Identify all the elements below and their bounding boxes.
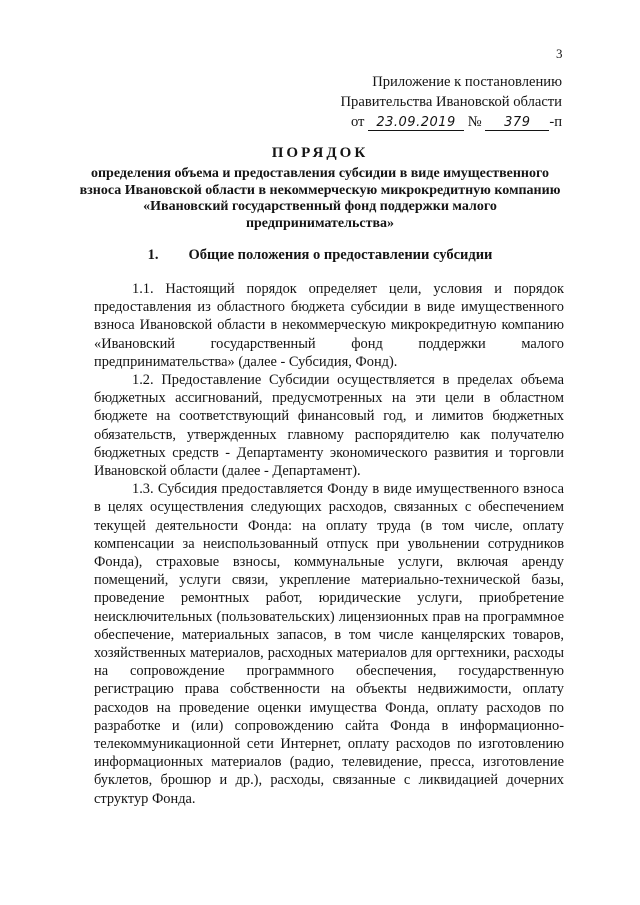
decree-date: 23.09.2019 (368, 116, 464, 131)
body-text (94, 280, 564, 808)
section-number: 1. (147, 247, 159, 263)
paragraph-1-2: 1.2. Предоставление Субсидии осуществляется в пределах объема бюджетных ассигнований, предусмотренных на эти цели в областном бюджете на соответствующий финансовый год, и лимитов бюджетных обязательств, утвержденных главному распорядителю как получателю бюджетных средств - Департаменту экономического развития и торговли Ивановской области (далее - Департамент). (94, 372, 564, 480)
appendix-date-number-line (341, 112, 562, 132)
from-label: от (350, 114, 365, 130)
decree-number: 379 (485, 116, 549, 131)
document-subtitle: определения объема и предоставления субсидии в виде имущественного взноса Ивановской области в некоммерческую микрокредитную компанию «Ивановский государственный фонд поддержки малого предпринимательства» (79, 166, 561, 231)
paragraph-1-3: 1.3. Субсидия предоставляется Фонду в виде имущественного взноса в целях осуществления следующих расходов, связанных с обеспечением текущей деятельности Фонда: на оплату труда (в том числе, оплату компенсации за неиспользованный отпуск при увольнении сотрудников Фонда), страховые взносы, коммунальные услуги, включая аренду помещений, услуги связи, укрепление материально-технической базы, проведение ремонтных работ, юридические услуги, приобретение неисключительных (пользовательских) лицензионных прав на программное обеспечение, материальных запасов, в том числе канцелярских товаров, хозяйственных материалов, расходных материалов для оргтехники, расходы на сопровождение программного обеспечения, государственную регистрацию права собственности на объекты недвижимости, оплату расходов на проведение оценки имущества Фонда, оплату расходов по разработке и (или) сопровождению сайта Фонда в информационно-телекоммуникационной сети Интернет, оплату расходов по изготовлению информационных материалов (радио, телевидение, пресса, изготовление буклетов, брошюр и др.), расходы, связанные с ликвидацией дочерних структур Фонда. (94, 481, 564, 807)
number-label: № (467, 114, 482, 130)
section-heading (0, 247, 640, 264)
paragraph-1-1: 1.1. Настоящий порядок определяет цели, условия и порядок предоставления из областного бюджета субсидии в виде имущественного взноса Ивановской области в некоммерческую микрокредитную компанию «Ивановский государственный фонд поддержки малого предпринимательства» (далее - Субсидия, Фонд). (94, 281, 564, 370)
document-title: ПОРЯДОК (271, 145, 369, 161)
decree-number-suffix: -п (549, 114, 562, 130)
page-number: 3 (556, 46, 563, 61)
section-title: Общие положения о предоставлении субсидии (188, 247, 493, 263)
appendix-line-2: Правительства Ивановской области (340, 94, 562, 110)
appendix-header (341, 72, 562, 132)
appendix-line-1: Приложение к постановлению (372, 74, 562, 90)
